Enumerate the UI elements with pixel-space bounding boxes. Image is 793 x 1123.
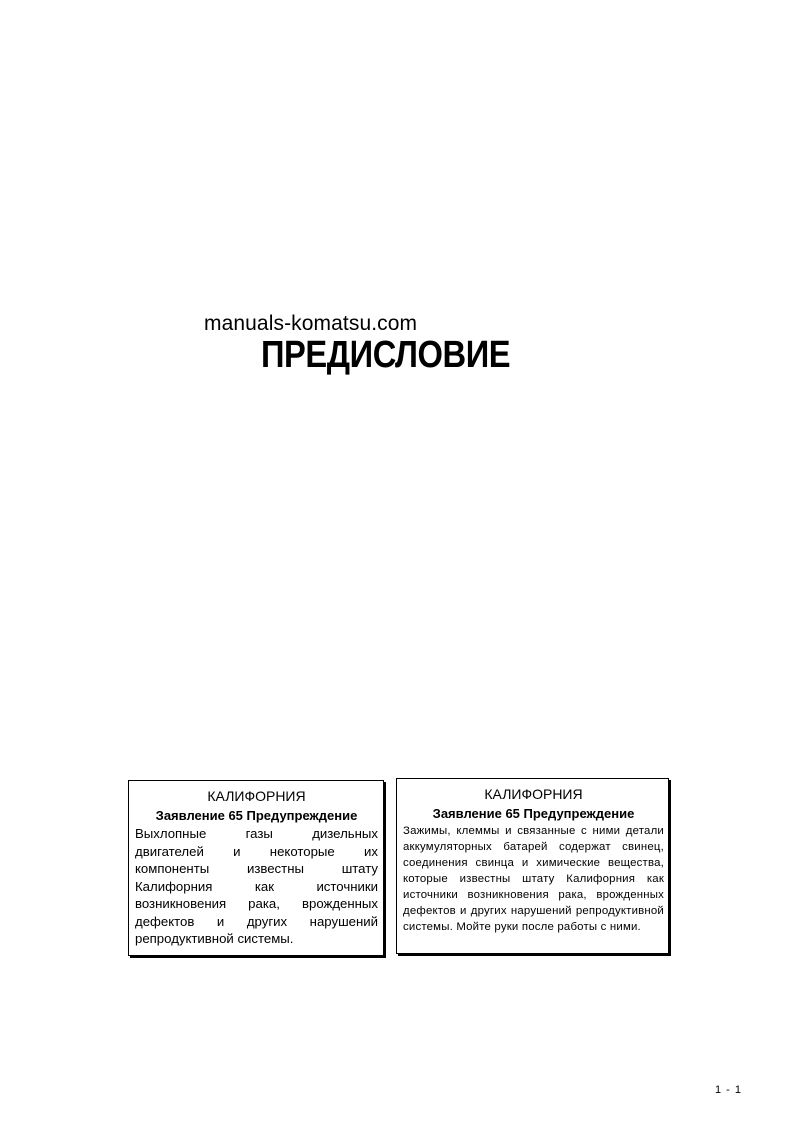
warning-subheading: Заявление 65 Предупреждение bbox=[432, 806, 635, 821]
california-warning-box-exhaust bbox=[128, 780, 384, 956]
warning-body: Выхлопные газы дизельных двигателей и некоторые их компоненты известны штату Калифорния как источники возникновения рака, врожденных дефектов и других нарушений репродуктивной системы. bbox=[135, 826, 378, 946]
warning-heading: КАЛИФОРНИЯ bbox=[484, 786, 583, 802]
warning-body: Зажимы, клеммы и связанные с ними детали аккумуляторных батарей содержат свинец, соединения свинца и химические вещества, которые известны штату Калифорния как источники возникновения рака, врожденных дефектов и других нарушений репродуктивной системы. Мойте руки после работы с ними. bbox=[403, 825, 664, 933]
page-title: ПРЕДИСЛОВИЕ bbox=[261, 334, 511, 376]
page-number: 1 - 1 bbox=[715, 1084, 743, 1096]
california-warning-box-battery bbox=[396, 778, 669, 954]
warning-heading: КАЛИФОРНИЯ bbox=[207, 788, 306, 804]
watermark-text: manuals-komatsu.com bbox=[204, 312, 418, 335]
warning-subheading: Заявление 65 Предупреждение bbox=[155, 808, 358, 823]
